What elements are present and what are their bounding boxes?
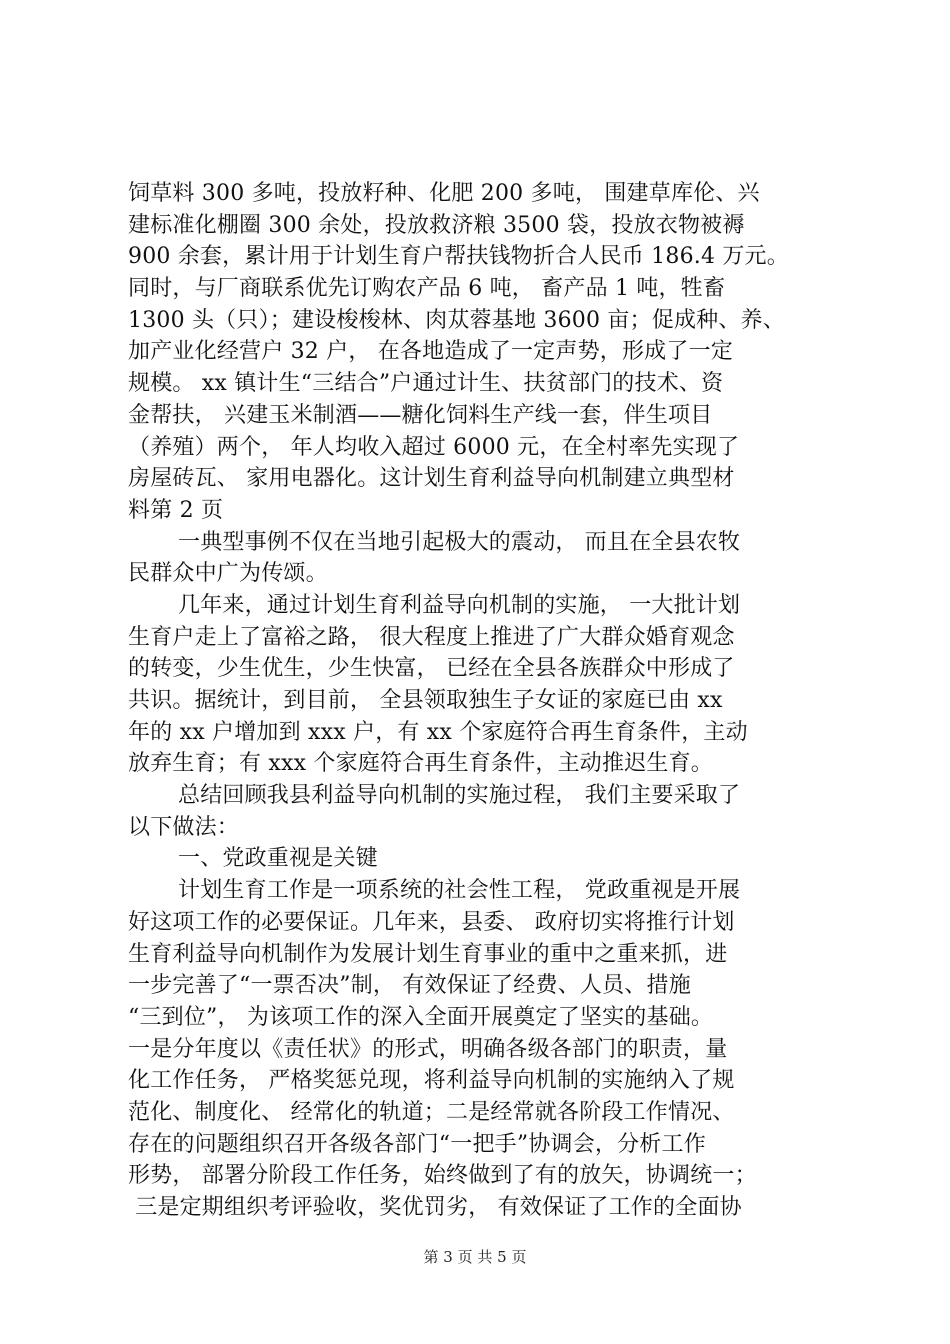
paragraph-start-line: 总结回顾我县利益导向机制的实施过程， 我们主要采取了 — [178, 783, 741, 809]
text-line: 以下做法： — [128, 814, 240, 840]
text-line: 民群众中广为传颂。 — [128, 561, 328, 587]
page-number-footer: 第 3 页 共 5 页 — [423, 1248, 527, 1266]
paragraph-start-line: 几年来，通过计划生育利益导向机制的实施， 一大批计划 — [178, 592, 741, 618]
text-line: 形势， 部署分阶段工作任务，始终做到了有的放矢，协调统一； — [128, 1163, 757, 1189]
text-line: 金帮扶， 兴建玉米制酒——糖化饲料生产线一套，伴生项目 — [128, 402, 713, 428]
text-line: 三是定期组织考评验收，奖优罚劣， 有效保证了工作的全面协 — [128, 1195, 742, 1220]
text-line: 建标准化棚圈 300 余处，投放救济粮 3500 袋，投放衣物被褥 — [128, 212, 745, 238]
text-line: 存在的问题组织召开各级各部门“一把手”协调会，分析工作 — [128, 1131, 706, 1157]
text-line: 生育利益导向机制作为发展计划生育事业的重中之重来抓，进 — [128, 941, 728, 967]
document-body — [128, 178, 828, 1224]
text-line: 同时，与厂商联系优先订购农产品 6 吨， 畜产品 1 吨，牲畜 — [128, 276, 726, 302]
text-line: 年的 xx 户增加到 xxx 户，有 xx 个家庭符合再生育条件，主动 — [128, 719, 748, 745]
text-line: 放弃生育；有 xxx 个家庭符合再生育条件，主动推迟生育。 — [128, 751, 714, 777]
paragraph-start-line: 一典型事例不仅在当地引起极大的震动， 而且在全县农牧 — [178, 529, 741, 555]
text-line: 一步完善了“一票否决”制， 有效保证了经费、人员、措施 — [128, 973, 691, 999]
text-line: 生育户走上了富裕之路， 很大程度上推进了广大群众婚育观念 — [128, 624, 735, 650]
text-line: 900 余套，累计用于计划生育户帮扶钱物折合人民币 186.4 万元。 — [128, 244, 789, 270]
text-line: （养殖）两个， 年人均收入超过 6000 元，在全村率先实现了 — [128, 434, 740, 460]
text-line: 一是分年度以《责任状》的形式，明确各级各部门的职责，量 — [128, 1036, 728, 1062]
text-line: 饲草料 300 多吨，投放籽种、化肥 200 多吨， 围建草库伦、兴 — [128, 181, 760, 206]
text-line: 规模。 xx 镇计生“三结合”户通过计生、扶贫部门的技术、资 — [128, 371, 724, 397]
section-heading: 一、党政重视是关键 — [178, 846, 378, 872]
text-line: 共识。据统计，到目前， 全县领取独生子女证的家庭已由 xx — [128, 688, 723, 713]
text-line: 1300 头（只）；建设梭梭林、肉苁蓉基地 3600 亩；促成种、养、 — [128, 307, 785, 333]
text-line: 范化、制度化、 经常化的轨道；二是经常就各阶段工作情况、 — [128, 1099, 735, 1125]
text-line: 的转变，少生优生，少生快富， 已经在全县各族群众中形成了 — [128, 656, 735, 682]
text-line: 料第 2 页 — [128, 497, 224, 523]
text-line: 化工作任务， 严格奖惩兑现，将利益导向机制的实施纳入了规 — [128, 1068, 735, 1094]
text-line: “三到位”， 为该项工作的深入全面开展奠定了坚实的基础。 — [128, 1004, 714, 1030]
text-line: 房屋砖瓦、 家用电器化。这计划生育利益导向机制建立典型材 — [128, 466, 735, 492]
text-line: 好这项工作的必要保证。几年来，县委、 政府切实将推行计划 — [128, 909, 735, 935]
text-line: 加产业化经营户 32 户， 在各地造成了一定声势，形成了一定 — [128, 339, 733, 365]
paragraph-start-line: 计划生育工作是一项系统的社会性工程， 党政重视是开展 — [178, 878, 741, 904]
